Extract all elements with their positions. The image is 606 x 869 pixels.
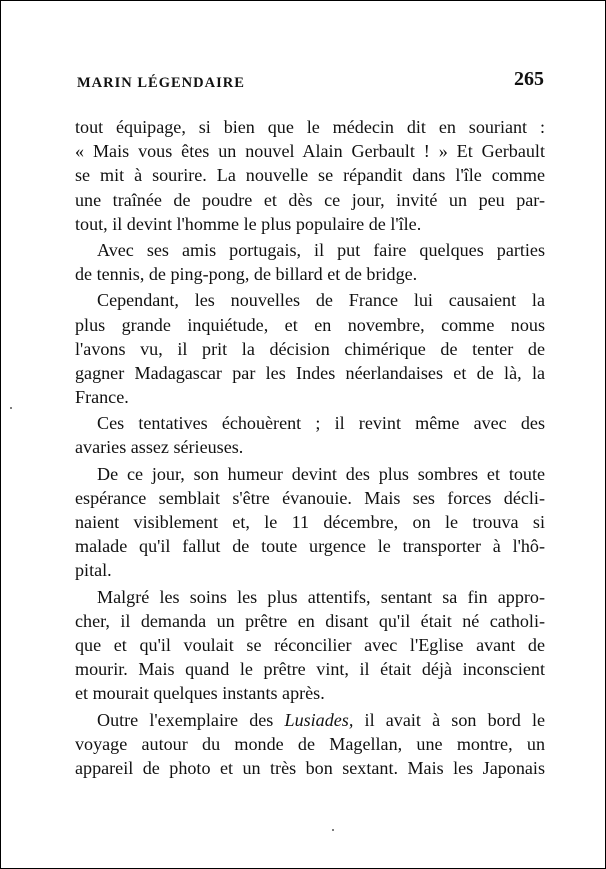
text-line: France.	[75, 387, 129, 408]
text-line: tout, il devint l'homme le plus populaire de l'île.	[75, 213, 422, 234]
text-line: plus grande inquiétude, et en novembre, comme nous	[75, 314, 545, 335]
text-line: gagner Madagascar par les Indes néerlandaises et de là, la	[75, 362, 545, 383]
text-line: voyage autour du monde de Magellan, une montre, un	[75, 733, 545, 754]
text-line: que et qu'il voulait se réconcilier avec l'Eglise avant de	[75, 634, 545, 655]
text-fragment: il avait à son bord le	[353, 709, 546, 730]
body-text	[75, 115, 545, 780]
text-line	[75, 708, 545, 732]
page-header	[77, 65, 544, 97]
text-line: appareil de photo et un très bon sextant. Mais les Japonais	[75, 757, 545, 778]
text-line: se mit à sourire. La nouvelle se répandit dans l'île comme	[75, 165, 545, 186]
page-number: 265	[514, 68, 544, 90]
text-line: pital.	[75, 560, 112, 581]
text-line: naient visiblement et, le 11 décembre, on le trouva si	[75, 512, 545, 532]
running-title: MARIN LÉGENDAIRE	[77, 75, 245, 91]
text-fragment: Outre l'exemplaire des	[97, 709, 285, 730]
text-line: malade qu'il fallut de toute urgence le transporter à l'hô-	[75, 536, 545, 557]
text-line: tout équipage, si bien que le médecin dit en souriant :	[75, 117, 545, 137]
text-line: cher, il demanda un prêtre en disant qu'il était né catholi-	[75, 610, 545, 631]
paragraph	[75, 115, 545, 236]
text-line: Avec ses amis portugais, il put faire quelques parties	[97, 239, 545, 260]
text-line: Ces tentatives échouèrent ; il revint même avec des	[97, 413, 545, 434]
text-line: l'avons vu, il prit la décision chimérique de tenter de	[75, 338, 545, 359]
paragraph	[75, 462, 545, 583]
text-line: mourir. Mais quand le prêtre vint, il était déjà inconscient	[75, 659, 545, 680]
scan-speck	[332, 829, 334, 831]
text-line: espérance semblait s'être évanouie. Mais ses forces décli-	[75, 487, 545, 508]
text-line: une traînée de poudre et dès ce jour, invité un peu par-	[75, 189, 545, 210]
paragraph	[75, 238, 545, 286]
text-line: Malgré les soins les plus attentifs, sentant sa fin appro-	[97, 586, 545, 607]
text-line: avaries assez sérieuses.	[75, 437, 244, 458]
paragraph	[75, 708, 545, 781]
text-line: et mourait quelques instants après.	[75, 683, 325, 704]
paragraph	[75, 288, 545, 409]
scan-speck	[10, 407, 12, 409]
text-line: De ce jour, son humeur devint des plus sombres et toute	[97, 463, 545, 484]
text-line: de tennis, de ping-pong, de billard et de bridge.	[75, 264, 418, 285]
paragraph	[75, 411, 545, 459]
book-title-italic: Lusiades,	[284, 709, 354, 730]
paragraph	[75, 585, 545, 706]
text-line: « Mais vous êtes un nouvel Alain Gerbault ! » Et Gerbault	[75, 141, 545, 162]
text-line: Cependant, les nouvelles de France lui causaient la	[97, 290, 545, 311]
